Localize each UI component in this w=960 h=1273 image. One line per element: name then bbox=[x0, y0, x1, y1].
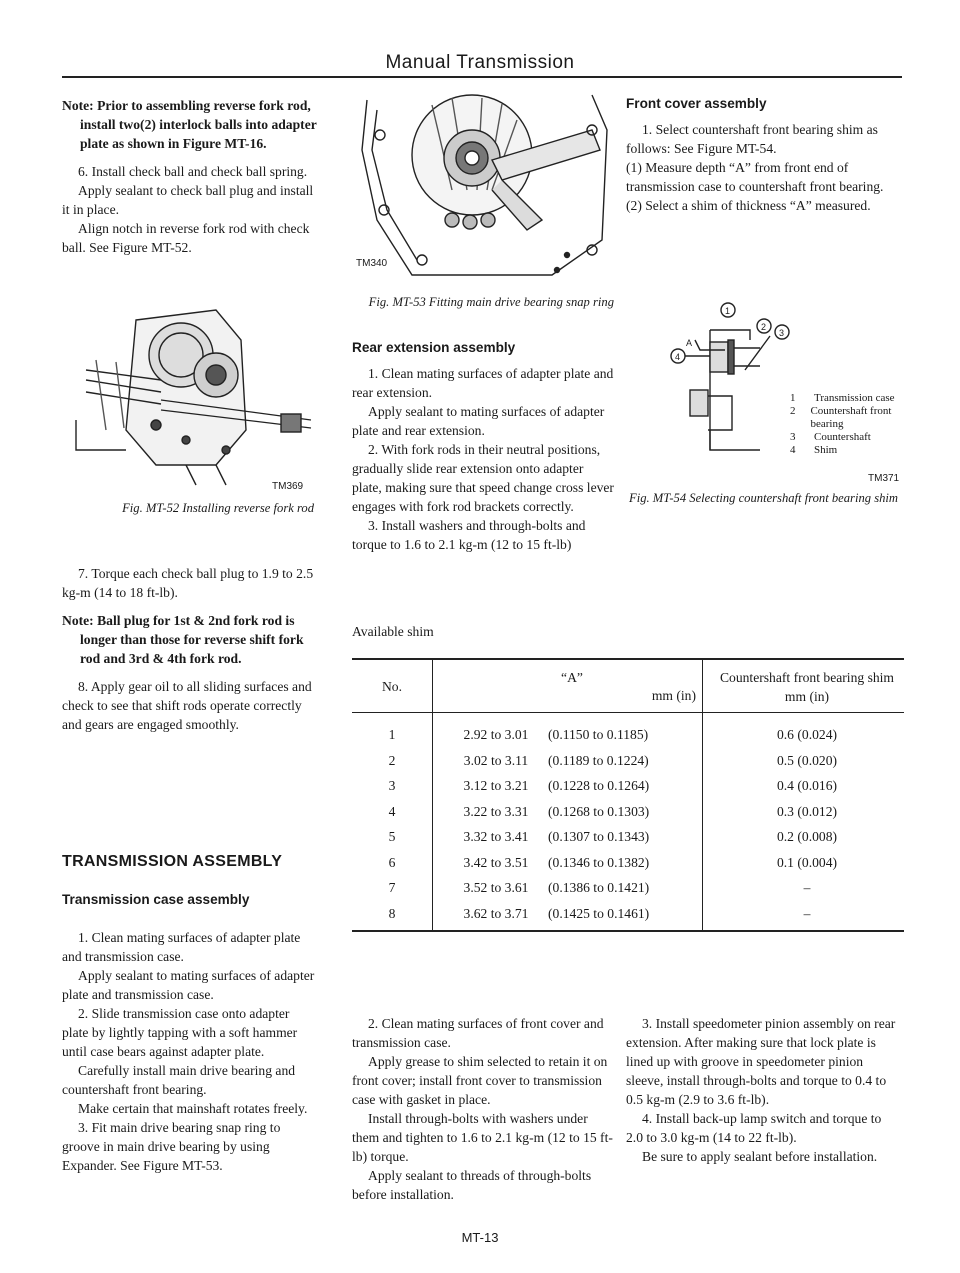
table-cell-mm: 3.62 to 3.71 bbox=[463, 905, 529, 921]
table-top-rule bbox=[352, 658, 904, 660]
legend-item bbox=[790, 405, 910, 431]
shim-selection-diagram bbox=[670, 300, 790, 460]
legend-text: Countershaft bbox=[814, 431, 871, 443]
snap-ring-illustration bbox=[352, 90, 612, 285]
left-column-top bbox=[62, 96, 318, 257]
cover-step-2: 2. Clean mating surfaces of front cover and transmission case. bbox=[352, 1016, 604, 1050]
table-bottom-rule bbox=[352, 930, 904, 932]
legend-text: Countershaft front bearing bbox=[810, 405, 892, 430]
fig54-legend bbox=[790, 392, 910, 457]
cover-step-3: 3. Install speedometer pinion assembly on rear extension. After making sure that lock plate is lined up with groove in speedometer pinion sleeve, install through-bolts and torque to 0.4 to 0.5 kg-m (2.9 to 3.6 ft-lb). bbox=[626, 1016, 896, 1107]
bottom-middle-text bbox=[352, 1014, 614, 1204]
table-header-a-unit: mm (in) bbox=[651, 688, 696, 703]
page-number: MT-13 bbox=[461, 1230, 499, 1245]
cover-step-4: 4. Install back-up lamp switch and torque to 2.0 to 3.0 kg-m (14 to 22 ft-lb). bbox=[626, 1111, 882, 1145]
table-cell-no: 8 bbox=[388, 905, 396, 921]
note-interlock-balls: Note: Prior to assembling reverse fork rod, install two(2) interlock balls into adapter plate as shown in Figure MT-16. bbox=[62, 98, 317, 151]
note-ball-plug: Note: Ball plug for 1st & 2nd fork rod is longer than those for reverse shift fork rod and 3rd & 4th fork rod. bbox=[62, 613, 304, 666]
svg-text:1: 1 bbox=[725, 306, 731, 316]
case-step-3: 3. Fit main drive bearing snap ring to groove in main drive bearing by using Expander. See Figure MT-53. bbox=[62, 1120, 281, 1173]
table-cell-inch: (0.1268 to 0.1303) bbox=[548, 803, 650, 819]
table-cell-mm: 3.32 to 3.41 bbox=[463, 829, 529, 844]
fig53-caption: Fig. MT-53 Fitting main drive bearing snap ring bbox=[368, 295, 614, 309]
table-cell-inch: (0.1189 to 0.1224) bbox=[548, 752, 649, 768]
table-cell-mm: 3.02 to 3.11 bbox=[463, 752, 529, 768]
table-cell-inch: (0.1228 to 0.1264) bbox=[548, 778, 650, 793]
step-6-align: Align notch in reverse fork rod with check ball. See Figure MT-52. bbox=[62, 221, 310, 255]
fig54-code: TM371 bbox=[868, 473, 900, 484]
table-cell-mm: 2.92 to 3.01 bbox=[463, 727, 529, 742]
table-cell-mm: 3.42 to 3.51 bbox=[463, 854, 529, 870]
table-cell-no: 2 bbox=[388, 752, 396, 768]
fig52-caption: Fig. MT-52 Installing reverse fork rod bbox=[122, 501, 314, 515]
svg-text:2: 2 bbox=[761, 322, 767, 332]
table-cell-shim: 0.5 (0.020) bbox=[776, 752, 838, 768]
table-cell-mm: 3.22 to 3.31 bbox=[463, 803, 529, 819]
case-step-2: 2. Slide transmission case onto adapter plate by lightly tapping with a soft hammer until case bears against adapter plate. bbox=[62, 1006, 298, 1059]
table-cell-shim: – bbox=[803, 905, 811, 921]
right-column-text bbox=[626, 120, 896, 215]
step-7: 7. Torque each check ball plug to 1.9 to 2.5 kg-m (14 to 18 ft-lb). bbox=[62, 566, 314, 600]
legend-text: Shim bbox=[814, 444, 838, 456]
step-8: 8. Apply gear oil to all sliding surfaces and check to see that shift rods operate correctly and gears are engaged smoothly. bbox=[62, 679, 312, 732]
table-cell-mm: 3.12 to 3.21 bbox=[463, 778, 529, 793]
heading-rear-extension: Rear extension assembly bbox=[352, 340, 516, 355]
heading-front-cover: Front cover assembly bbox=[626, 96, 767, 111]
front-step-1b: (2) Select a shim of thickness “A” measured. bbox=[626, 198, 871, 213]
figure-mt53 bbox=[352, 90, 612, 285]
table-header-rule bbox=[352, 712, 904, 713]
legend-item bbox=[790, 444, 910, 457]
table-cell-no: 5 bbox=[388, 829, 396, 844]
available-shim-label: Available shim bbox=[352, 624, 434, 639]
table-cell-shim: 0.3 (0.012) bbox=[776, 803, 838, 819]
rear-step-1: 1. Clean mating surfaces of adapter plate and rear extension. bbox=[352, 366, 614, 400]
legend-num: 3 bbox=[790, 431, 796, 443]
front-step-1a: (1) Measure depth “A” from front end of transmission case to countershaft front bearing. bbox=[626, 160, 884, 194]
table-divider-2 bbox=[702, 660, 703, 930]
table-cell-inch: (0.1386 to 0.1421) bbox=[548, 880, 650, 895]
case-step-2b: Carefully install main drive bearing and countershaft front bearing. bbox=[62, 1063, 296, 1097]
table-header-shim: Countershaft front bearing shim mm (in) bbox=[719, 670, 895, 704]
fig52-code: TM369 bbox=[272, 481, 304, 492]
table-cell-inch: (0.1346 to 0.1382) bbox=[548, 854, 650, 870]
cover-step-2b: Install through-bolts with washers under them and tighten to 1.6 to 2.1 kg-m (12 to 15 ft-lb) torque. bbox=[352, 1111, 613, 1164]
table-cell-mm: 3.52 to 3.61 bbox=[463, 880, 529, 895]
table-cell-shim: 0.1 (0.004) bbox=[776, 854, 838, 870]
middle-column-text bbox=[352, 364, 614, 554]
fig53-code: TM340 bbox=[356, 258, 388, 269]
case-step-2c: Make certain that mainshaft rotates freely. bbox=[78, 1101, 308, 1116]
legend-num: 1 bbox=[790, 392, 796, 404]
table-cell-no: 3 bbox=[388, 778, 396, 793]
table-cell-inch: (0.1307 to 0.1343) bbox=[548, 829, 650, 844]
table-divider-1 bbox=[432, 660, 433, 930]
table-cell-no: 6 bbox=[388, 854, 396, 870]
front-step-1: 1. Select countershaft front bearing shim as follows: See Figure MT-54. bbox=[626, 122, 878, 156]
figure-mt54 bbox=[670, 300, 790, 460]
fig54-caption: Fig. MT-54 Selecting countershaft front bearing shim bbox=[629, 491, 898, 505]
legend-item bbox=[790, 392, 910, 405]
svg-text:A: A bbox=[686, 338, 693, 348]
cover-step-4a: Be sure to apply sealant before installation. bbox=[642, 1149, 878, 1164]
case-step-1: 1. Clean mating surfaces of adapter plate and transmission case. bbox=[62, 930, 301, 964]
legend-num: 2 bbox=[790, 405, 796, 417]
table-header-a: “A” bbox=[561, 670, 583, 685]
table-cell-shim: – bbox=[803, 880, 811, 895]
svg-text:3: 3 bbox=[779, 328, 785, 338]
cover-step-2c: Apply sealant to threads of through-bolts before installation. bbox=[352, 1168, 592, 1202]
heading-case-assembly: Transmission case assembly bbox=[62, 892, 250, 907]
rear-step-3: 3. Install washers and through-bolts and torque to 1.6 to 2.1 kg-m (12 to 15 ft-lb) bbox=[352, 518, 586, 552]
figure-mt52 bbox=[66, 300, 316, 490]
heading-transmission-assembly: TRANSMISSION ASSEMBLY bbox=[62, 853, 283, 870]
table-cell-shim: 0.2 (0.008) bbox=[776, 829, 838, 844]
table-cell-shim: 0.4 (0.016) bbox=[776, 778, 838, 793]
cover-step-2a: Apply grease to shim selected to retain it on front cover; install front cover to transmission case with gasket in place. bbox=[352, 1054, 608, 1107]
left-column-bottom bbox=[62, 928, 318, 1175]
legend-num: 4 bbox=[790, 444, 796, 456]
table-cell-no: 7 bbox=[388, 880, 396, 895]
legend-item bbox=[790, 431, 910, 444]
table-cell-inch: (0.1425 to 0.1461) bbox=[548, 905, 650, 921]
table-cell-no: 1 bbox=[388, 727, 396, 742]
header-rule bbox=[62, 76, 902, 78]
table-header-no: No. bbox=[381, 679, 402, 694]
table-cell-inch: (0.1150 to 0.1185) bbox=[548, 727, 649, 742]
svg-text:4: 4 bbox=[675, 352, 681, 362]
bottom-right-text bbox=[626, 1014, 896, 1166]
step-6: 6. Install check ball and check ball spring. bbox=[78, 164, 308, 179]
left-column-mid bbox=[62, 564, 318, 734]
legend-text: Transmission case bbox=[814, 392, 895, 404]
rear-step-2: 2. With fork rods in their neutral positions, gradually slide rear extension onto adapter plate, making sure that speed change cross lever engages with fork rod brackets correctly. bbox=[352, 442, 614, 514]
case-step-1b: Apply sealant to mating surfaces of adapter plate and transmission case. bbox=[62, 968, 315, 1002]
rear-step-1b: Apply sealant to mating surfaces of adapter plate and rear extension. bbox=[352, 404, 605, 438]
table-cell-no: 4 bbox=[388, 803, 396, 819]
page-header-title: Manual Transmission bbox=[385, 52, 575, 73]
reverse-fork-rod-illustration bbox=[66, 300, 316, 490]
step-6-sealant: Apply sealant to check ball plug and install it in place. bbox=[62, 183, 314, 217]
table-cell-shim: 0.6 (0.024) bbox=[776, 727, 838, 742]
